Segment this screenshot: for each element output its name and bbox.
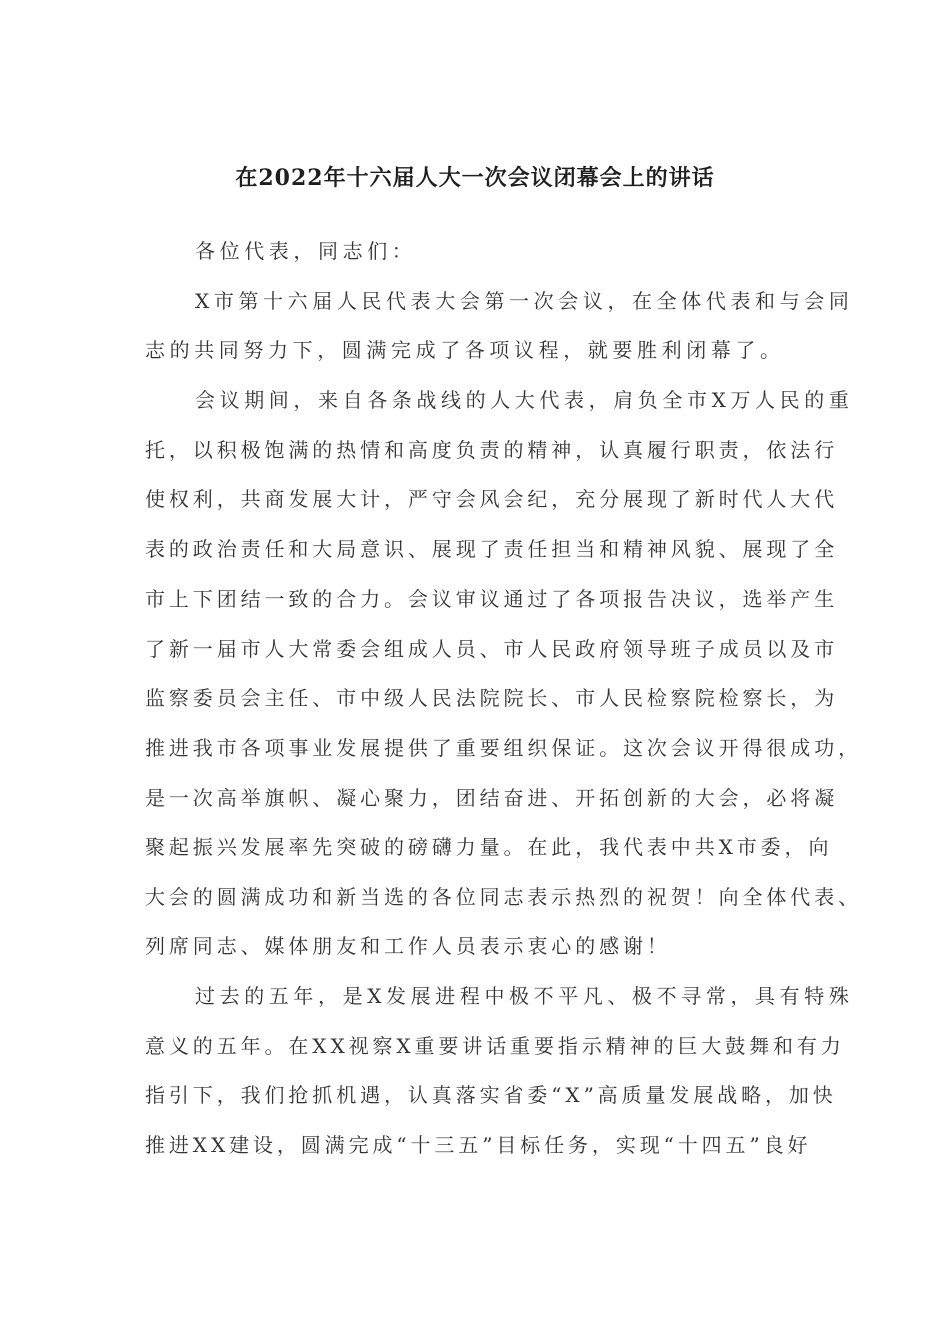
paragraph-line: 托，以积极饱满的热情和高度负责的精神，认真履行职责，依法行 xyxy=(145,438,839,462)
paragraph-line: 推进我市各项事业发展提供了重要组织保证。这次会议开得很成功， xyxy=(145,736,862,760)
paragraph-line: 聚起振兴发展率先突破的磅礴力量。在此，我代表中共X市委，向 xyxy=(145,835,833,859)
paragraph-line: 是一次高举旗帜、凝心聚力，团结奋进、开拓创新的大会，必将凝 xyxy=(145,786,839,810)
paragraph-line: X市第十六届人民代表大会第一次会议，在全体代表和与会同 xyxy=(195,289,854,313)
paragraph-line: 过去的五年，是X发展进程中极不平凡、极不寻常，具有特殊 xyxy=(195,984,854,1008)
paragraph-line: 了新一届市人大常委会组成人员、市人民政府领导班子成员以及市 xyxy=(145,637,839,661)
paragraph-line: 意义的五年。在XX视察X重要讲话重要指示精神的巨大鼓舞和有力 xyxy=(145,1034,845,1058)
paragraph-line: 使权利，共商发展大计，严守会风会纪，充分展现了新时代人大代 xyxy=(145,487,839,511)
paragraph-line: 会议期间，来自各条战线的人大代表，肩负全市X万人民的重 xyxy=(195,388,854,412)
paragraph-line: 市上下团结一致的合力。会议审议通过了各项报告决议，选举产生 xyxy=(145,587,839,611)
paragraph-line: 表的政治责任和大局意识、展现了责任担当和精神风貌、展现了全 xyxy=(145,537,839,561)
paragraph-line: 监察委员会主任、市中级人民法院院长、市人民检察院检察长，为 xyxy=(145,686,839,710)
paragraph-line: 志的共同努力下，圆满完成了各项议程，就要胜利闭幕了。 xyxy=(145,338,785,362)
paragraph-line: 列席同志、媒体朋友和工作人员表示衷心的感谢！ xyxy=(145,934,671,958)
paragraph-line: 大会的圆满成功和新当选的各位同志表示热烈的祝贺！向全体代表、 xyxy=(145,885,862,909)
document-title: 在2022年十六届人大一次会议闭幕会上的讲话 xyxy=(235,165,715,191)
salutation: 各位代表，同志们： xyxy=(195,239,417,263)
paragraph-line: 指引下，我们抢抓机遇，认真落实省委“X”高质量发展战略，加快 xyxy=(145,1083,837,1107)
paragraph-line: 推进XX建设，圆满完成“十三五”目标任务，实现“十四五”良好 xyxy=(145,1133,812,1157)
